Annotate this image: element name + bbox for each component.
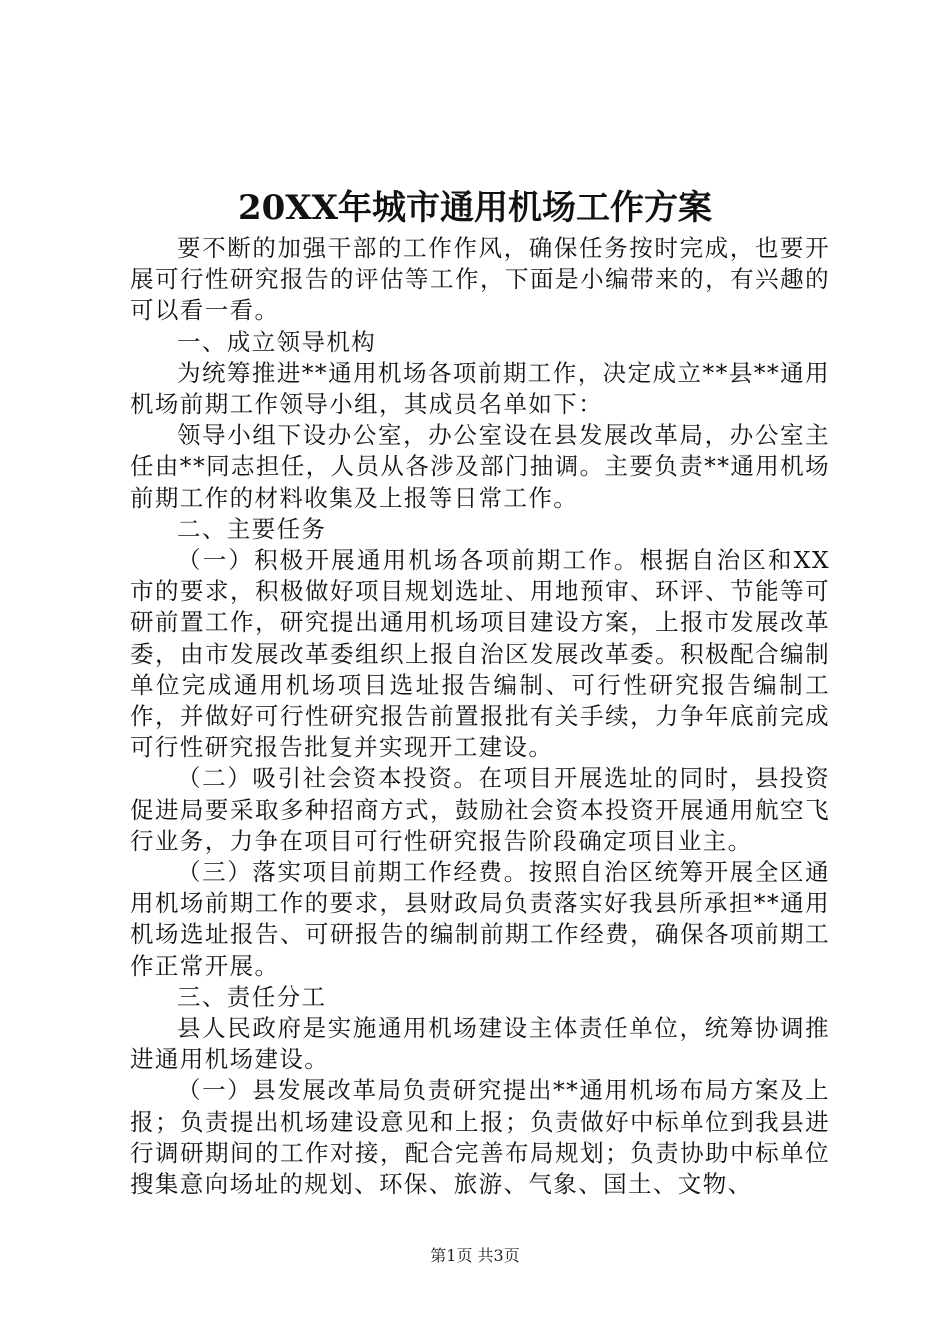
document-body [130, 233, 830, 1200]
body-paragraph: 领导小组下设办公室，办公室设在县发展改革局，办公室主任由**同志担任，人员从各涉及部门抽调。主要负责**通用机场前期工作的材料收集及上报等日常工作。 [130, 421, 830, 512]
body-paragraph: （一）积极开展通用机场各项前期工作。根据自治区和XX市的要求，积极做好项目规划选址、用地预审、环评、节能等可研前置工作，研究提出通用机场项目建设方案，上报市发展改革委，由市发展改革委组织上报自治区发展改革委。积极配合编制单位完成通用机场项目选址报告编制、可行性研究报告编制工作，并做好可行性研究报告前置报批有关手续，力争年底前完成可行性研究报告批复并实现开工建设。 [130, 546, 830, 762]
body-paragraph: （一）县发展改革局负责研究提出**通用机场布局方案及上报；负责提出机场建设意见和上报；负责做好中标单位到我县进行调研期间的工作对接，配合完善布局规划；负责协助中标单位搜集意向场址的规划、环保、旅游、气象、国土、文物、 [130, 1076, 830, 1199]
document-title: 20XX年城市通用机场工作方案 [237, 188, 713, 228]
section-heading-1: 一、成立领导机构 [177, 327, 377, 356]
body-paragraph: 县人民政府是实施通用机场建设主体责任单位，统筹协调推进通用机场建设。 [130, 1014, 830, 1074]
page-number-footer: 第1页 共3页 [430, 1246, 520, 1265]
section-heading-3: 三、责任分工 [177, 982, 327, 1011]
section-heading-2: 二、主要任务 [177, 514, 327, 543]
intro-paragraph: 要不断的加强干部的工作作风，确保任务按时完成，也要开展可行性研究报告的评估等工作，下面是小编带来的，有兴趣的可以看一看。 [130, 234, 830, 325]
body-paragraph: （二）吸引社会资本投资。在项目开展选址的同时，县投资促进局要采取多种招商方式，鼓励社会资本投资开展通用航空飞行业务，力争在项目可行性研究报告阶段确定项目业主。 [130, 764, 830, 855]
body-paragraph: 为统筹推进**通用机场各项前期工作，决定成立**县**通用机场前期工作领导小组，其成员名单如下： [130, 358, 830, 419]
body-paragraph: （三）落实项目前期工作经费。按照自治区统筹开展全区通用机场前期工作的要求，县财政局负责落实好我县所承担**通用机场选址报告、可研报告的编制前期工作经费，确保各项前期工作正常开展。 [130, 858, 830, 980]
